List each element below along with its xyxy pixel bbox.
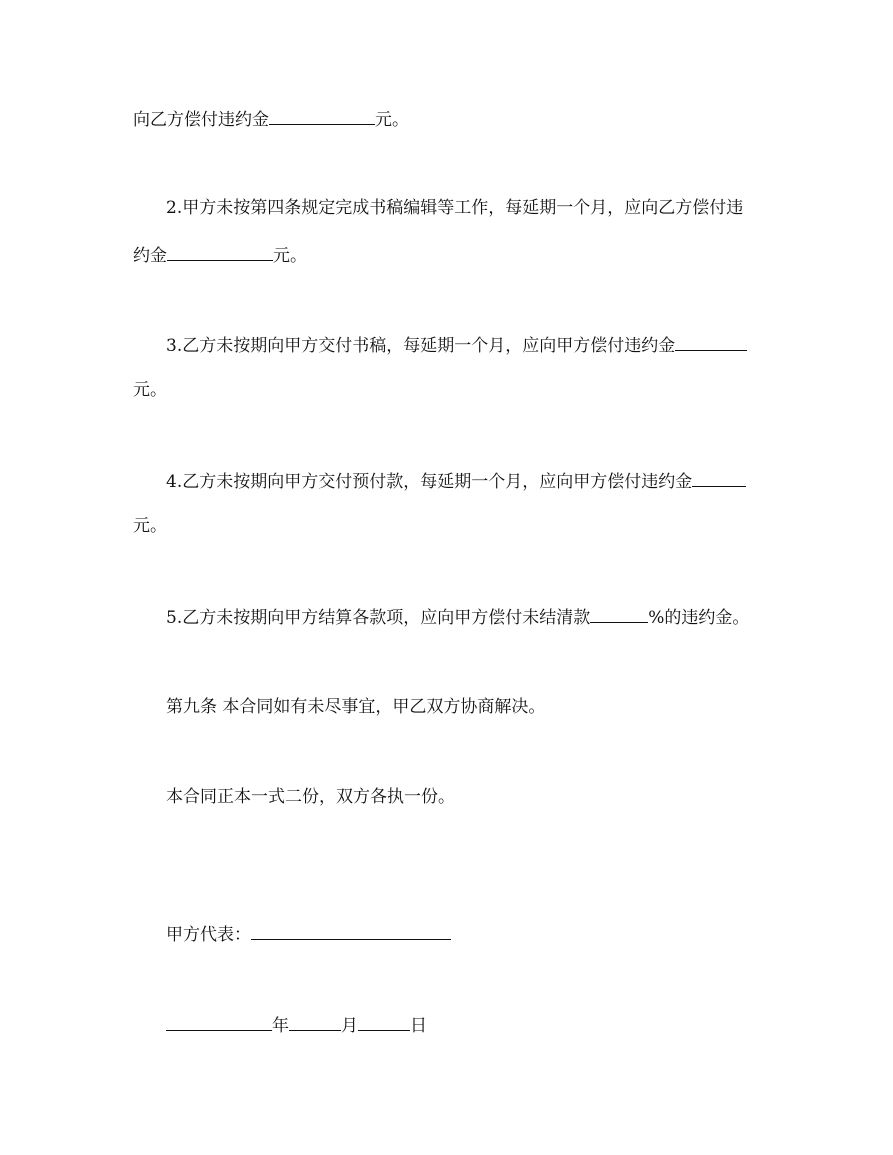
clause-3-line-1 [166, 334, 893, 356]
party-a-signature-line [166, 923, 893, 945]
amount-blank [167, 244, 273, 261]
clause-3-line-2: 元。 [133, 380, 167, 400]
clause-5-prefix: 5.乙方未按期向甲方结算各款项，应向甲方偿付未结清款 [166, 608, 591, 628]
penalty-text-suffix: 元。 [375, 110, 409, 130]
clause-5-suffix: %的违约金。 [648, 608, 750, 628]
clause-3-text: 3.乙方未按期向甲方交付书稿，每延期一个月，应向甲方偿付违约金 [166, 336, 676, 356]
clause-2-line-2 [133, 244, 893, 266]
clause-4-line-2: 元。 [133, 516, 167, 536]
clause-2-line-1: 2.甲方未按第四条规定完成书稿编辑等工作，每延期一个月，应向乙方偿付违 [166, 198, 744, 218]
month-blank [289, 1014, 341, 1031]
clause-5-line [166, 606, 893, 628]
year-blank [166, 1014, 272, 1031]
penalty-text-prefix: 向乙方偿付违约金 [133, 110, 269, 130]
amount-blank [675, 334, 747, 351]
day-blank [358, 1014, 410, 1031]
date-line [166, 1014, 893, 1036]
amount-blank [269, 108, 375, 125]
year-label: 年 [272, 1016, 289, 1036]
clause-2-suffix: 元。 [273, 246, 307, 266]
month-label: 月 [341, 1016, 358, 1036]
amount-blank [692, 470, 746, 487]
clause-2-prefix: 约金 [133, 246, 167, 266]
article-9: 第九条 本合同如有未尽事宜，甲乙双方协商解决。 [166, 697, 546, 717]
percent-blank [590, 606, 648, 623]
party-a-label: 甲方代表： [166, 925, 251, 945]
clause-4-line-1 [166, 470, 893, 492]
signature-blank [251, 923, 451, 940]
penalty-line-top [133, 108, 893, 130]
copies-clause: 本合同正本一式二份，双方各执一份。 [166, 787, 455, 807]
day-label: 日 [410, 1016, 427, 1036]
clause-4-text: 4.乙方未按期向甲方交付预付款，每延期一个月，应向甲方偿付违约金 [166, 472, 693, 492]
